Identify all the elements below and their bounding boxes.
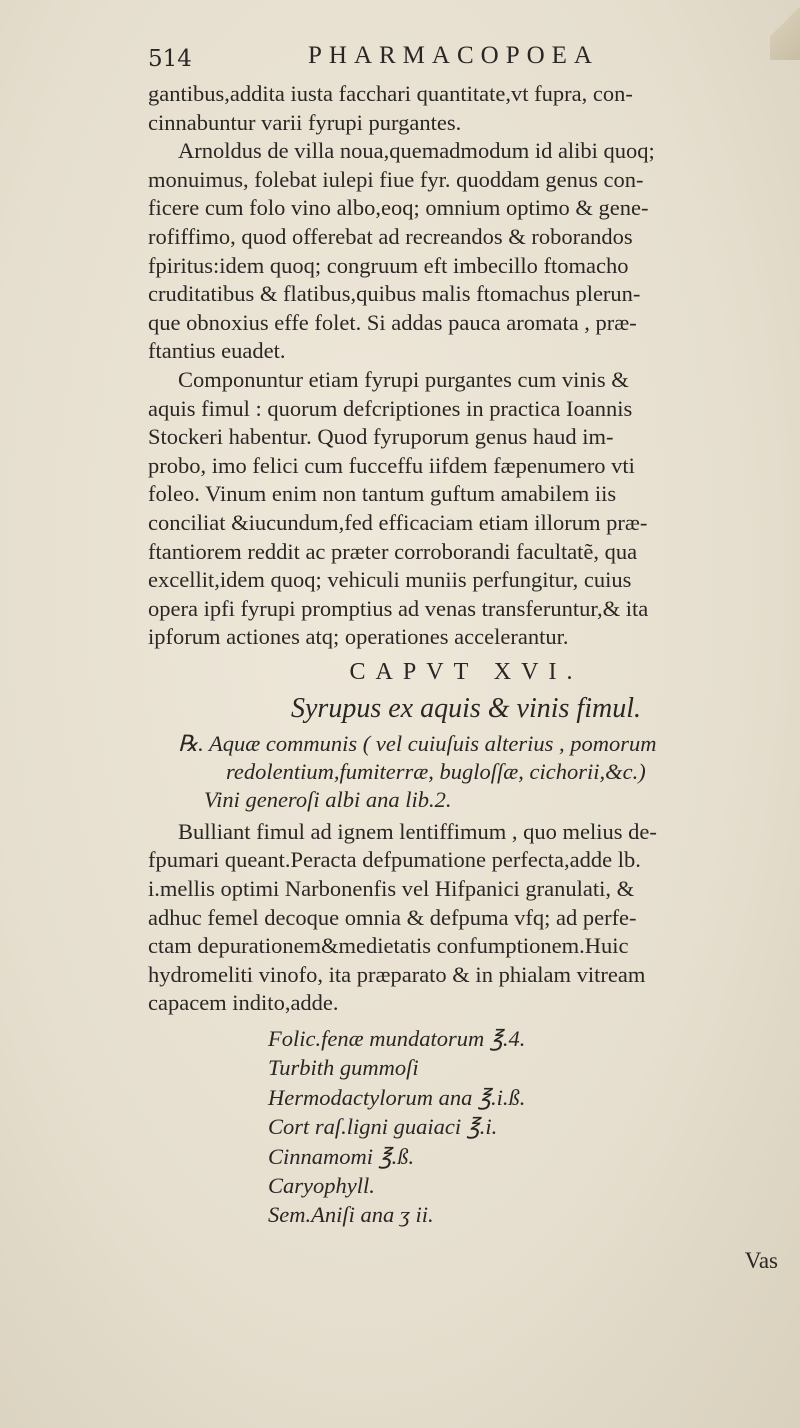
text-line: monuimus, folebat iulepi fiue fyr. quoddam genus con-	[148, 166, 644, 192]
text-line: hydromeliti vinofo, ita præparato & in phialam vitream	[148, 961, 646, 987]
text-line: Componuntur etiam fyrupi purgantes cum vinis &	[178, 366, 629, 392]
text-line: ctam depurationem&medietatis confumptionem.Huic	[148, 933, 629, 959]
prescription-line: ℞. Aquæ communis ( vel cuiuſuis alterius , pomorum	[178, 730, 657, 756]
text-line: rofiffimo, quod offerebat ad recreandos & roborandos	[148, 223, 633, 249]
text-line: adhuc femel decoque omnia & defpuma vfq; ad perfe-	[148, 904, 637, 930]
text-line: excellit,idem quoq; vehiculi muniis perfungitur, cuius	[148, 567, 632, 593]
prescription-block	[148, 730, 784, 814]
text-line: foleo. Vinum enim non tantum guftum amabilem iis	[148, 481, 617, 507]
page-body	[148, 80, 784, 1230]
text-line: gantibus,addita iusta facchari quantitate,vt fupra, con-	[148, 81, 633, 106]
text-line: cinnabuntur varii fyrupi purgantes.	[148, 109, 462, 135]
catchword: Vas	[744, 1248, 778, 1273]
text-line: ficere cum folo vino albo,eoq; omnium optimo & gene-	[148, 195, 649, 221]
page-header	[148, 40, 728, 76]
text-line: Stockeri habentur. Quod fyruporum genus haud im-	[148, 424, 614, 450]
paragraph-continuation	[148, 80, 784, 137]
section-title: Syrupus ex aquis & vinis fimul.	[291, 692, 641, 724]
text-line: opera ipfi fyrupi promptius ad venas transferuntur,& ita	[148, 595, 649, 621]
text-line: Arnoldus de villa noua,quemadmodum id alibi quoq;	[178, 138, 655, 164]
chapter-heading: CAPVT XVI.	[349, 658, 583, 685]
ingredient-item: Hermodactylorum ana ℥.i.ß.	[268, 1084, 526, 1110]
text-line: ftantiorem reddit ac præter corroborandi facultatẽ, qua	[148, 538, 638, 564]
paragraph-arnoldus	[148, 137, 784, 366]
ingredient-item: Cort raſ.ligni guaiaci ℥.i.	[268, 1114, 498, 1140]
ingredient-item: Turbith gummoſi	[268, 1055, 419, 1081]
page-corner-stain	[770, 0, 800, 60]
text-line: probo, imo felici cum fucceffu iifdem fæpenumero vti	[148, 452, 635, 478]
paragraph-bulliant	[148, 818, 784, 1018]
page-number: 514	[148, 46, 192, 72]
running-title: PHARMACOPOEA	[308, 42, 599, 69]
ingredient-item: Folic.fenæ mundatorum ℥.4.	[268, 1026, 526, 1052]
ingredient-item: Sem.Aniſi ana ʒ ii.	[268, 1202, 434, 1228]
text-line: capacem indito,adde.	[148, 990, 339, 1016]
ingredient-item: Caryophyll.	[268, 1173, 375, 1199]
text-line: ftantius euadet.	[148, 338, 286, 364]
text-line: Bulliant fimul ad ignem lentiffimum , quo melius de-	[178, 818, 657, 844]
ingredient-list	[148, 1024, 784, 1230]
text-line: cruditatibus & flatibus,quibus malis ftomachus plerun-	[148, 281, 641, 307]
text-line: conciliat &iucundum,fed efficaciam etiam illorum præ-	[148, 509, 648, 535]
prescription-line: Vini generoſi albi ana lib.2.	[204, 786, 452, 812]
text-line: i.mellis optimi Narbonenfis vel Hifpanici granulati, &	[148, 876, 635, 902]
text-line: que obnoxius effe folet. Si addas pauca aromata , præ-	[148, 309, 637, 335]
text-line: aquis fimul : quorum defcriptiones in practica Ioannis	[148, 395, 633, 421]
ingredient-item: Cinnamomi ℥.ß.	[268, 1143, 415, 1169]
text-line: ipforum actiones atq; operationes accelerantur.	[148, 624, 569, 650]
paragraph-componuntur	[148, 366, 784, 652]
prescription-line: redolentium,fumiterræ, bugloſſæ, cichorii,&c.)	[226, 758, 646, 784]
text-line: fpumari queant.Peracta defpumatione perfecta,adde lb.	[148, 847, 641, 873]
text-line: fpiritus:idem quoq; congruum eft imbecillo ftomacho	[148, 252, 629, 278]
